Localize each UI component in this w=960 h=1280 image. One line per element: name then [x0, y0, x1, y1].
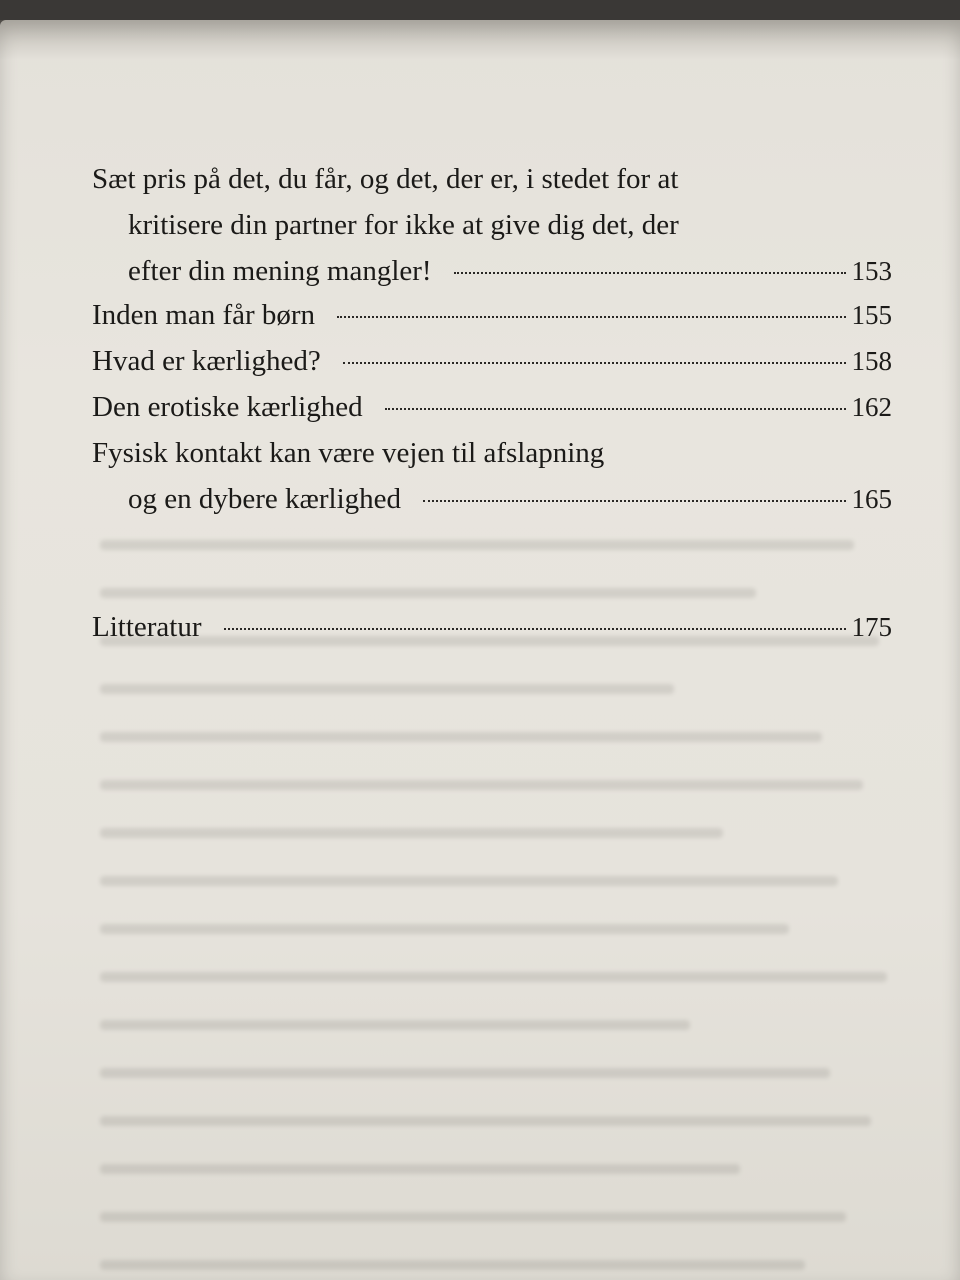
- toc-entry-title-line: Inden man får børn: [92, 299, 316, 331]
- toc-page-number: 158: [851, 346, 892, 376]
- dot-leader: [423, 500, 845, 502]
- dot-leader: [224, 628, 846, 630]
- toc-entry-title-line: Den erotiske kærlighed: [92, 391, 363, 423]
- toc-entry: [92, 604, 892, 650]
- show-through-text: [100, 540, 920, 1280]
- dot-leader: [454, 272, 846, 274]
- toc-entry: [92, 156, 892, 294]
- book-page: [0, 20, 960, 1280]
- toc-page-number: 155: [851, 300, 892, 330]
- toc-entry: [92, 338, 892, 384]
- toc-entry: [92, 384, 892, 430]
- toc-entry-title-line: efter din mening mangler!: [128, 255, 432, 287]
- dot-leader: [385, 408, 846, 410]
- toc-entry-title-line: Sæt pris på det, du får, og det, der er, i stedet for at: [92, 163, 679, 195]
- toc-entry: [92, 292, 892, 338]
- toc-entry-title-line: Litteratur: [92, 611, 202, 643]
- toc-entry-title-line: og en dybere kærlighed: [128, 483, 402, 515]
- toc-page-number: 162: [851, 392, 892, 422]
- toc-entry-title-line: kritisere din partner for ikke at give dig det, der: [128, 209, 679, 241]
- toc-page-number: 165: [851, 484, 892, 514]
- toc-entry-title-line: Fysisk kontakt kan være vejen til afslapning: [92, 437, 605, 469]
- toc-entry-title-line: Hvad er kærlighed?: [92, 345, 321, 377]
- toc-entry: [92, 430, 892, 522]
- dot-leader: [343, 362, 846, 364]
- toc-page-number: 153: [851, 256, 892, 286]
- toc-page-number: 175: [851, 612, 892, 642]
- dot-leader: [337, 316, 845, 318]
